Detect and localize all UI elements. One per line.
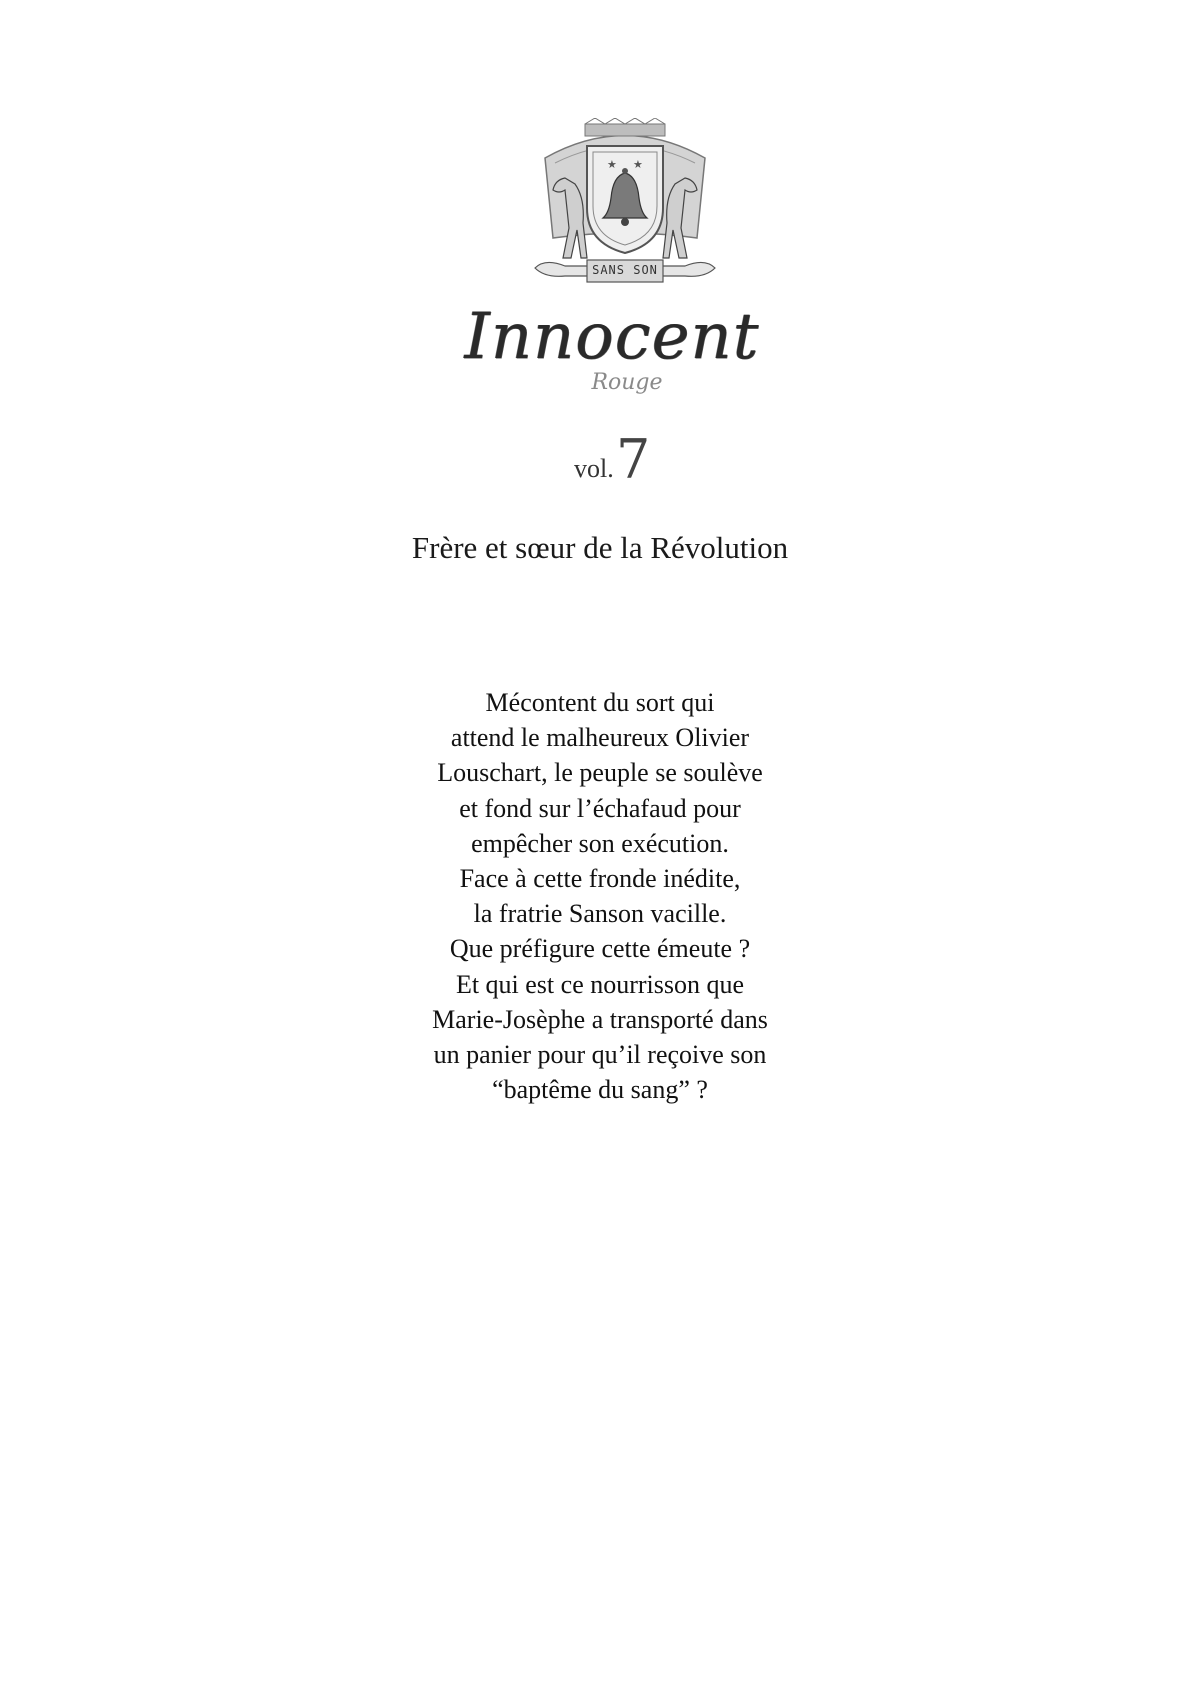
logo-subtitle: Rouge	[591, 370, 663, 395]
blurb-line: Et qui est ce nourrisson que	[455, 969, 745, 999]
blurb-line: Marie-Josèphe a transporté dans	[432, 1004, 768, 1034]
blurb-line: un panier pour qu’il reçoive son	[433, 1040, 767, 1070]
crest-motto: SANS SON	[592, 263, 658, 277]
volume-marker	[540, 428, 680, 492]
volume-number: 7	[616, 428, 651, 491]
blurb-line: Louschart, le peuple se soulève	[437, 758, 763, 788]
blurb-line: la fratrie Sanson vacille.	[473, 899, 727, 929]
blurb-line: Face à cette fronde inédite,	[459, 864, 741, 894]
blurb-line: et fond sur l’échafaud pour	[459, 793, 741, 823]
blurb-line: Mécontent du sort qui	[485, 688, 715, 717]
blurb-line: “baptême du sang” ?	[492, 1075, 708, 1105]
blurb-text	[300, 685, 900, 1107]
blurb-line: attend le malheureux Olivier	[450, 723, 750, 753]
svg-text:★: ★	[633, 158, 643, 171]
blurb-line: Que préfigure cette émeute ?	[449, 934, 751, 964]
blurb-line: empêcher son exécution.	[471, 828, 729, 858]
series-logo	[462, 300, 762, 430]
logo-title: Innocent	[464, 300, 760, 374]
svg-text:★: ★	[607, 158, 617, 171]
volume-label: vol.	[574, 454, 614, 483]
volume-subtitle: Frère et sœur de la Révolution	[411, 530, 789, 565]
